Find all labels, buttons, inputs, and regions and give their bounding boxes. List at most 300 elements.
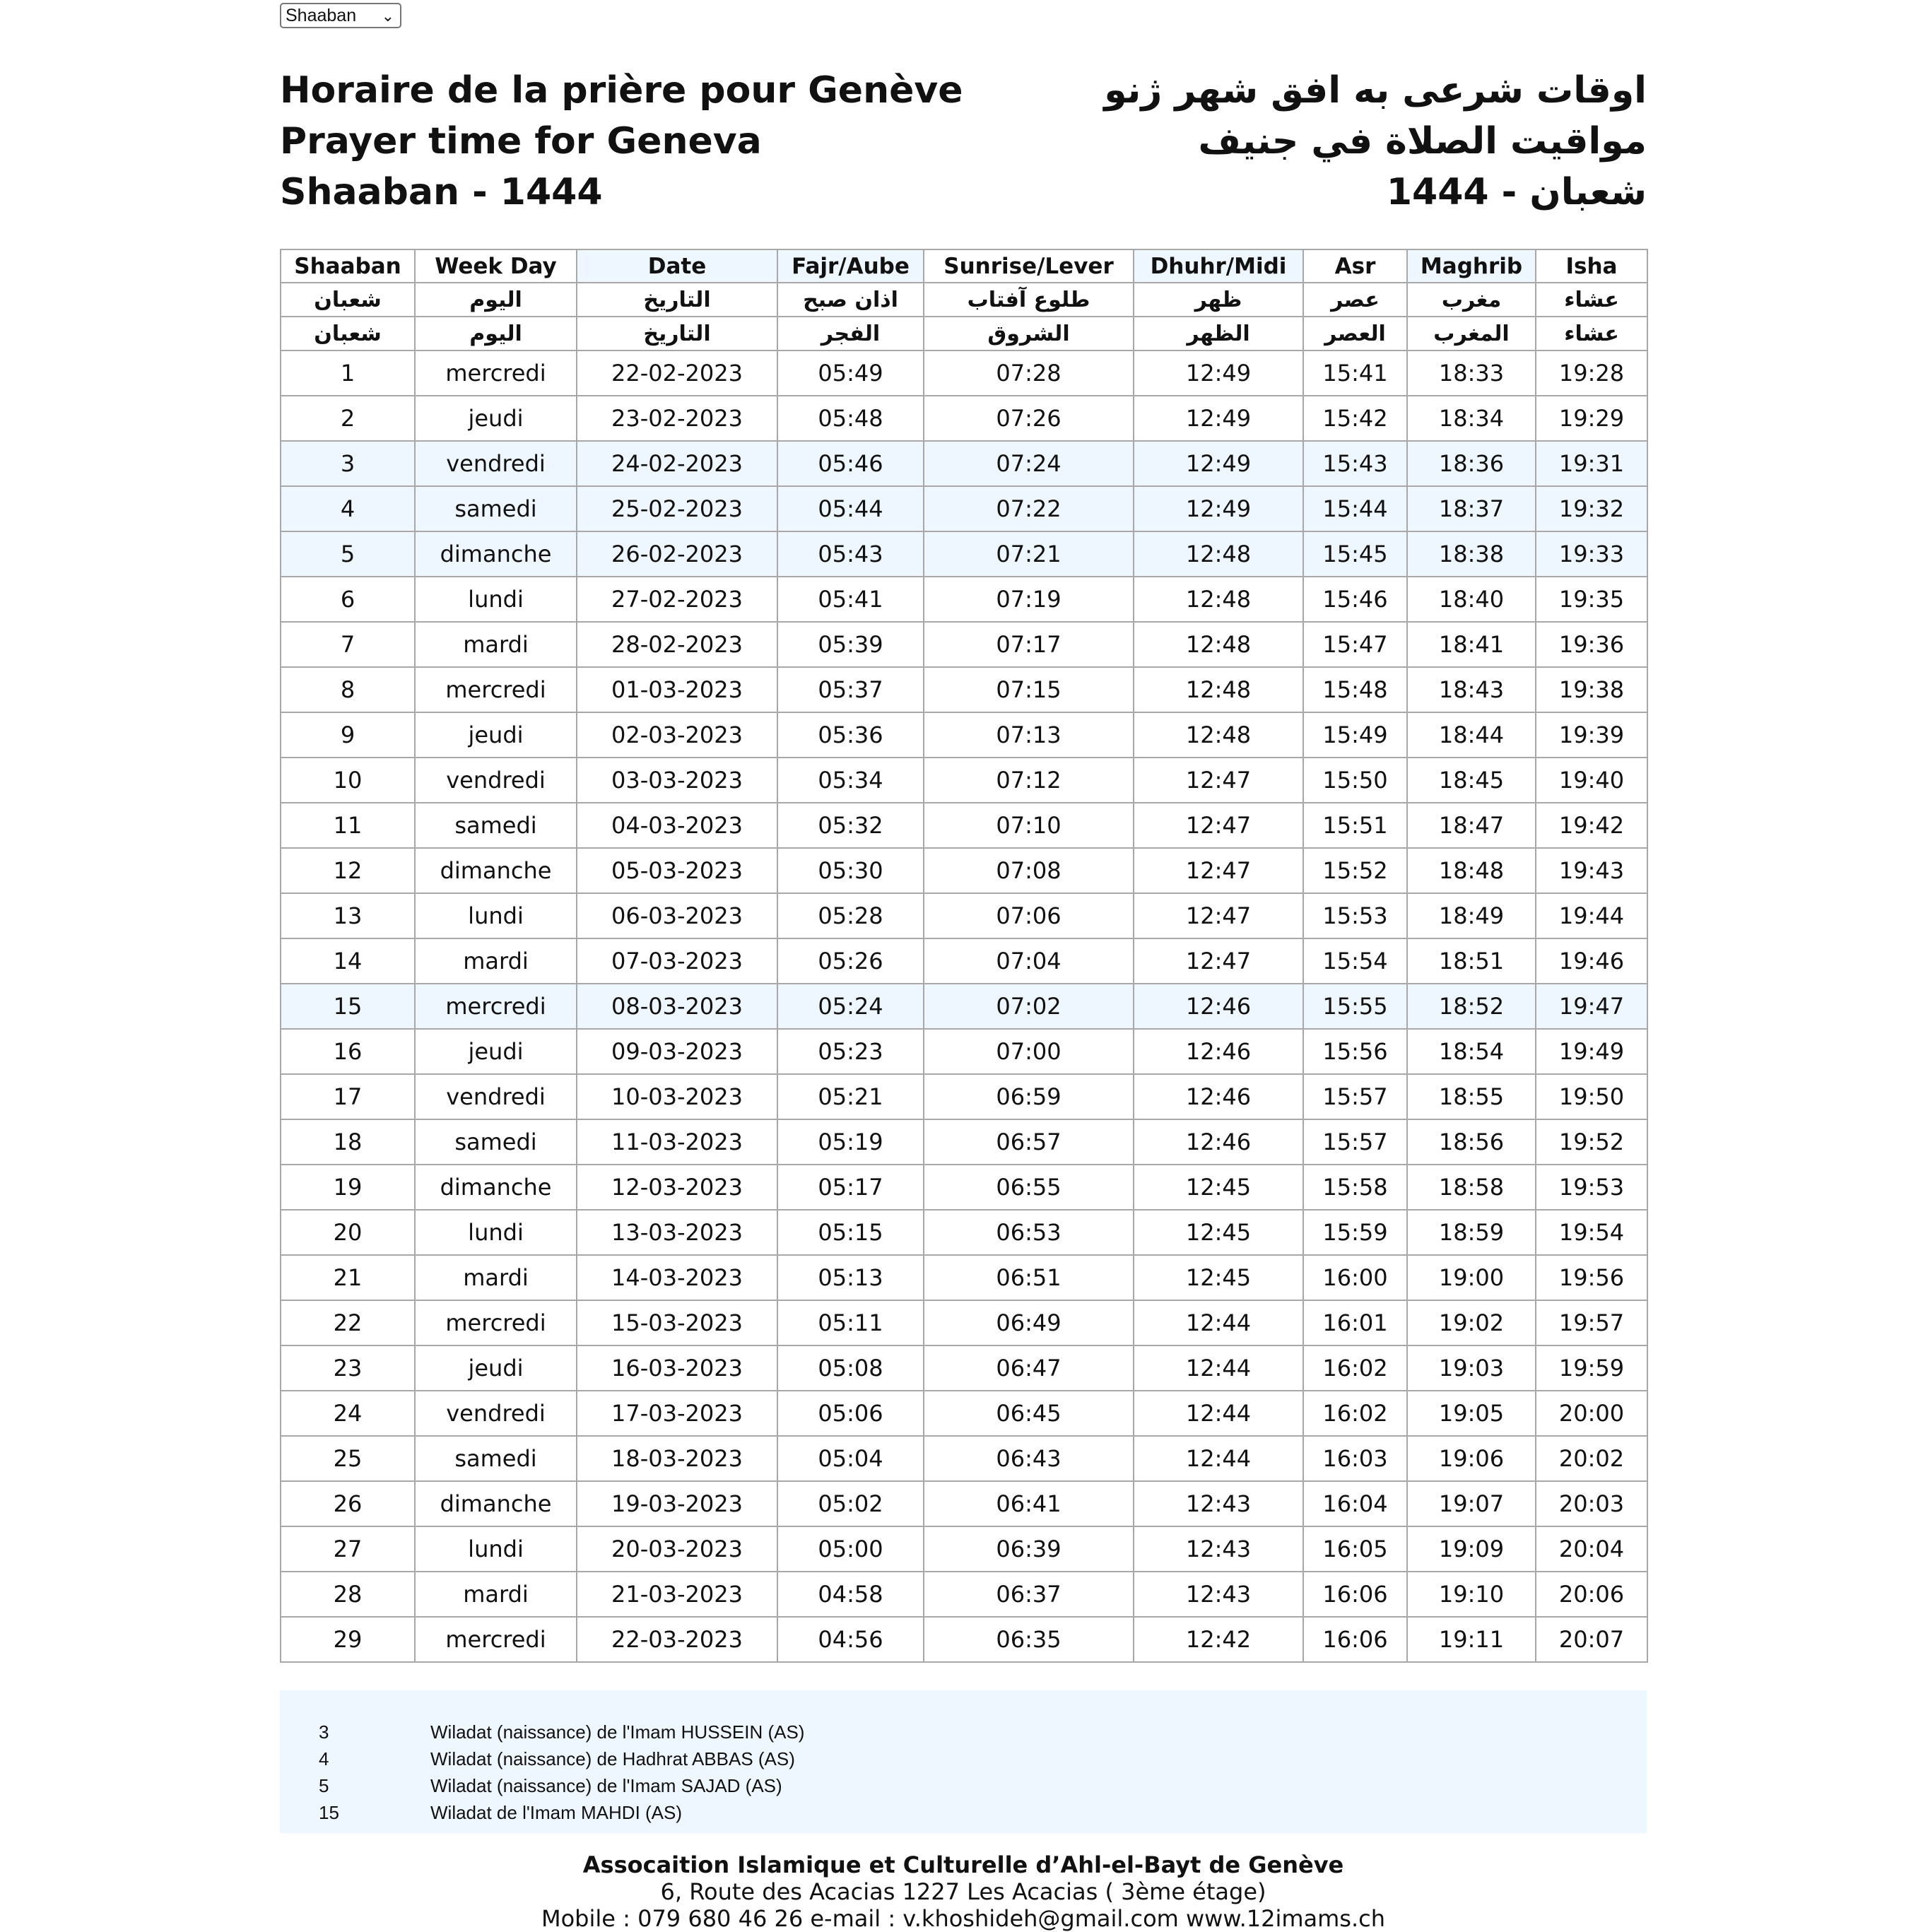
table-cell: 16:04 (1303, 1481, 1407, 1526)
table-cell: samedi (415, 1119, 577, 1165)
event-text: Wiladat (naissance) de l'Imam SAJAD (AS) (430, 1775, 782, 1796)
column-header: الفجر (777, 317, 924, 351)
column-header: Shaaban (281, 249, 415, 283)
table-cell: 12:43 (1134, 1572, 1303, 1617)
table-cell: 06:51 (924, 1255, 1134, 1300)
event-text: Wiladat (naissance) de Hadhrat ABBAS (AS) (430, 1748, 795, 1769)
table-cell: 19:36 (1536, 622, 1647, 667)
table-cell: 17-03-2023 (577, 1391, 777, 1436)
table-cell: 05-03-2023 (577, 848, 777, 893)
table-cell: 12:47 (1134, 758, 1303, 803)
prayer-times-table (280, 249, 1648, 1663)
table-cell: 14-03-2023 (577, 1255, 777, 1300)
table-cell: 07:15 (924, 667, 1134, 712)
table-row (281, 848, 1647, 893)
table-cell: 12:49 (1134, 351, 1303, 396)
table-cell: 07:00 (924, 1029, 1134, 1074)
table-cell: 12:47 (1134, 893, 1303, 938)
table-cell: 12:46 (1134, 1074, 1303, 1119)
table-cell: 04-03-2023 (577, 803, 777, 848)
header-row-ar (281, 317, 1647, 351)
table-cell: 05:37 (777, 667, 924, 712)
column-header: مغرب (1407, 283, 1536, 317)
table-cell: 07:28 (924, 351, 1134, 396)
table-cell: 07:19 (924, 577, 1134, 622)
column-header: اليوم (415, 317, 577, 351)
table-cell: 06-03-2023 (577, 893, 777, 938)
table-cell: 12:46 (1134, 984, 1303, 1029)
table-cell: 24 (281, 1391, 415, 1436)
table-cell: 18:34 (1407, 396, 1536, 441)
table-cell: 7 (281, 622, 415, 667)
column-header: العصر (1303, 317, 1407, 351)
table-body (281, 351, 1647, 1662)
column-header: عصر (1303, 283, 1407, 317)
table-cell: 05:41 (777, 577, 924, 622)
event-text: Wiladat de l'Imam MAHDI (AS) (430, 1802, 683, 1823)
table-cell: 18:51 (1407, 938, 1536, 984)
table-cell: 05:26 (777, 938, 924, 984)
table-cell: 25-02-2023 (577, 486, 777, 531)
table-cell: 05:28 (777, 893, 924, 938)
column-header: Sunrise/Lever (924, 249, 1134, 283)
month-select[interactable] (280, 3, 401, 28)
table-cell: 16:02 (1303, 1345, 1407, 1391)
table-cell: 05:34 (777, 758, 924, 803)
table-cell: 15:47 (1303, 622, 1407, 667)
table-cell: lundi (415, 577, 577, 622)
table-cell: 07:24 (924, 441, 1134, 486)
table-cell: 06:49 (924, 1300, 1134, 1345)
event-day: 3 (319, 1721, 329, 1743)
table-cell: 12:47 (1134, 848, 1303, 893)
table-cell: 15:56 (1303, 1029, 1407, 1074)
table-cell: 22-02-2023 (577, 351, 777, 396)
table-cell: 28-02-2023 (577, 622, 777, 667)
table-cell: mardi (415, 622, 577, 667)
table-row (281, 441, 1647, 486)
table-cell: 06:53 (924, 1210, 1134, 1255)
table-cell: 05:30 (777, 848, 924, 893)
table-row (281, 1029, 1647, 1074)
table-cell: mardi (415, 1572, 577, 1617)
table-cell: 12:48 (1134, 667, 1303, 712)
table-cell: 05:06 (777, 1391, 924, 1436)
table-cell: vendredi (415, 758, 577, 803)
table-cell: 19:10 (1407, 1572, 1536, 1617)
table-cell: 18:38 (1407, 531, 1536, 577)
titles-left (280, 65, 963, 218)
table-cell: 18-03-2023 (577, 1436, 777, 1481)
table-cell: 19:40 (1536, 758, 1647, 803)
table-row (281, 622, 1647, 667)
table-row (281, 803, 1647, 848)
table-cell: mardi (415, 1255, 577, 1300)
table-cell: 12:49 (1134, 486, 1303, 531)
table-cell: vendredi (415, 1074, 577, 1119)
footer-org: Assocaition Islamique et Culturelle d’Ahl-el-Bayt de Genève (582, 1851, 1344, 1878)
table-cell: 11 (281, 803, 415, 848)
table-cell: 15:49 (1303, 712, 1407, 758)
event-note (319, 1719, 804, 1745)
table-cell: 07:08 (924, 848, 1134, 893)
table-cell: 15:43 (1303, 441, 1407, 486)
table-cell: 15:42 (1303, 396, 1407, 441)
table-cell: 05:23 (777, 1029, 924, 1074)
table-cell: 02-03-2023 (577, 712, 777, 758)
table-cell: 06:35 (924, 1617, 1134, 1662)
table-cell: jeudi (415, 712, 577, 758)
table-cell: 4 (281, 486, 415, 531)
table-cell: 12 (281, 848, 415, 893)
table-cell: 15 (281, 984, 415, 1029)
table-cell: 15:45 (1303, 531, 1407, 577)
table-cell: dimanche (415, 848, 577, 893)
table-cell: 20:00 (1536, 1391, 1647, 1436)
table-cell: 18:45 (1407, 758, 1536, 803)
table-cell: 24-02-2023 (577, 441, 777, 486)
table-row (281, 1481, 1647, 1526)
table-cell: 15:57 (1303, 1119, 1407, 1165)
table-cell: dimanche (415, 531, 577, 577)
table-cell: 15:41 (1303, 351, 1407, 396)
table-cell: 05:24 (777, 984, 924, 1029)
table-cell: 12:45 (1134, 1165, 1303, 1210)
table-cell: 05:15 (777, 1210, 924, 1255)
table-row (281, 1165, 1647, 1210)
table-cell: 19:29 (1536, 396, 1647, 441)
table-cell: 22-03-2023 (577, 1617, 777, 1662)
table-cell: 05:04 (777, 1436, 924, 1481)
table-cell: 12:44 (1134, 1345, 1303, 1391)
table-cell: 06:39 (924, 1526, 1134, 1572)
table-cell: 26-02-2023 (577, 531, 777, 577)
table-cell: 20 (281, 1210, 415, 1255)
table-cell: 05:36 (777, 712, 924, 758)
table-cell: 05:00 (777, 1526, 924, 1572)
table-cell: 18:49 (1407, 893, 1536, 938)
table-cell: mercredi (415, 667, 577, 712)
event-note (319, 1799, 682, 1826)
table-cell: 18:40 (1407, 577, 1536, 622)
table-cell: 28 (281, 1572, 415, 1617)
table-cell: 05:43 (777, 531, 924, 577)
table-cell: 16:00 (1303, 1255, 1407, 1300)
table-cell: 19:33 (1536, 531, 1647, 577)
table-cell: 18:36 (1407, 441, 1536, 486)
table-cell: 12:47 (1134, 803, 1303, 848)
footer (280, 1851, 1647, 1932)
table-cell: vendredi (415, 441, 577, 486)
table-cell: 17 (281, 1074, 415, 1119)
table-cell: 15:50 (1303, 758, 1407, 803)
table-cell: 18:33 (1407, 351, 1536, 396)
table-cell: 05:21 (777, 1074, 924, 1119)
table-cell: 27 (281, 1526, 415, 1572)
table-cell: 15:51 (1303, 803, 1407, 848)
header-row-en (281, 249, 1647, 283)
table-cell: 16-03-2023 (577, 1345, 777, 1391)
table-cell: 07:17 (924, 622, 1134, 667)
table-cell: 12:46 (1134, 1029, 1303, 1074)
table-cell: 19:28 (1536, 351, 1647, 396)
table-cell: 05:19 (777, 1119, 924, 1165)
table-cell: 19-03-2023 (577, 1481, 777, 1526)
table-cell: 19:35 (1536, 577, 1647, 622)
table-cell: 12:48 (1134, 622, 1303, 667)
table-cell: 16:03 (1303, 1436, 1407, 1481)
title-en: Prayer time for Geneva (280, 120, 762, 163)
table-cell: 10 (281, 758, 415, 803)
table-cell: 07:10 (924, 803, 1134, 848)
table-cell: 20-03-2023 (577, 1526, 777, 1572)
table-cell: 19:49 (1536, 1029, 1647, 1074)
table-cell: 08-03-2023 (577, 984, 777, 1029)
table-cell: lundi (415, 1210, 577, 1255)
table-cell: jeudi (415, 1029, 577, 1074)
table-cell: 06:47 (924, 1345, 1134, 1391)
table-cell: 06:45 (924, 1391, 1134, 1436)
table-row (281, 1300, 1647, 1345)
table-cell: 21 (281, 1255, 415, 1300)
table-cell: jeudi (415, 1345, 577, 1391)
table-cell: 05:17 (777, 1165, 924, 1210)
table-cell: 22 (281, 1300, 415, 1345)
table-row (281, 1526, 1647, 1572)
column-header: Date (577, 249, 777, 283)
table-cell: 19:02 (1407, 1300, 1536, 1345)
table-cell: 04:58 (777, 1572, 924, 1617)
table-cell: 19:07 (1407, 1481, 1536, 1526)
table-cell: 5 (281, 531, 415, 577)
table-row (281, 984, 1647, 1029)
table-cell: 15:44 (1303, 486, 1407, 531)
column-header: Week Day (415, 249, 577, 283)
table-row (281, 1345, 1647, 1391)
table-cell: 12:49 (1134, 441, 1303, 486)
table-cell: 07:22 (924, 486, 1134, 531)
table-cell: 16 (281, 1029, 415, 1074)
table-row (281, 351, 1647, 396)
table-cell: 19:43 (1536, 848, 1647, 893)
table-cell: samedi (415, 803, 577, 848)
table-cell: 15:46 (1303, 577, 1407, 622)
table-cell: 16:06 (1303, 1617, 1407, 1662)
table-cell: 9 (281, 712, 415, 758)
table-cell: 19:54 (1536, 1210, 1647, 1255)
table-cell: 15:58 (1303, 1165, 1407, 1210)
table-cell: 20:04 (1536, 1526, 1647, 1572)
table-cell: 19:05 (1407, 1391, 1536, 1436)
table-cell: 12:48 (1134, 712, 1303, 758)
table-cell: 27-02-2023 (577, 577, 777, 622)
table-cell: 07:13 (924, 712, 1134, 758)
table-cell: 19:50 (1536, 1074, 1647, 1119)
table-cell: 16:05 (1303, 1526, 1407, 1572)
table-cell: 06:55 (924, 1165, 1134, 1210)
table-cell: 12:42 (1134, 1617, 1303, 1662)
table-cell: 06:43 (924, 1436, 1134, 1481)
table-cell: mardi (415, 938, 577, 984)
events-box (280, 1690, 1647, 1833)
table-cell: vendredi (415, 1391, 577, 1436)
table-cell: 1 (281, 351, 415, 396)
table-cell: 18:44 (1407, 712, 1536, 758)
table-cell: samedi (415, 1436, 577, 1481)
table-cell: 19:00 (1407, 1255, 1536, 1300)
table-cell: 05:32 (777, 803, 924, 848)
table-cell: 19:53 (1536, 1165, 1647, 1210)
titles-right (1104, 65, 1647, 218)
column-header: ظهر (1134, 283, 1303, 317)
table-cell: mercredi (415, 351, 577, 396)
event-day: 4 (319, 1748, 329, 1769)
table-cell: 13 (281, 893, 415, 938)
table-cell: 18:43 (1407, 667, 1536, 712)
table-cell: 18:41 (1407, 622, 1536, 667)
table-cell: dimanche (415, 1481, 577, 1526)
table-cell: mercredi (415, 1617, 577, 1662)
table-cell: 15:55 (1303, 984, 1407, 1029)
table-cell: 06:37 (924, 1572, 1134, 1617)
table-cell: 6 (281, 577, 415, 622)
table-cell: 19:06 (1407, 1436, 1536, 1481)
table-cell: lundi (415, 1526, 577, 1572)
table-cell: 07:02 (924, 984, 1134, 1029)
table-cell: mercredi (415, 984, 577, 1029)
table-cell: 19:44 (1536, 893, 1647, 938)
table-cell: 19:57 (1536, 1300, 1647, 1345)
table-cell: 23 (281, 1345, 415, 1391)
title-month-year: Shaaban - 1444 (280, 171, 603, 213)
table-cell: 01-03-2023 (577, 667, 777, 712)
table-cell: 12:43 (1134, 1526, 1303, 1572)
table-cell: 19:11 (1407, 1617, 1536, 1662)
table-cell: 12:44 (1134, 1300, 1303, 1345)
table-row (281, 1255, 1647, 1300)
title-fa: اوقات شرعی به افق شهر ژنو (1104, 69, 1647, 112)
table-cell: 05:11 (777, 1300, 924, 1345)
table-cell: 12:43 (1134, 1481, 1303, 1526)
title-fr: Horaire de la prière pour Genève (280, 69, 963, 112)
table-cell: 19:03 (1407, 1345, 1536, 1391)
table-cell: 25 (281, 1436, 415, 1481)
table-cell: 18:47 (1407, 803, 1536, 848)
table-cell: 19:31 (1536, 441, 1647, 486)
table-cell: 07:21 (924, 531, 1134, 577)
table-cell: 07-03-2023 (577, 938, 777, 984)
table-cell: 06:59 (924, 1074, 1134, 1119)
column-header: Maghrib (1407, 249, 1536, 283)
table-cell: 15:54 (1303, 938, 1407, 984)
table-cell: 07:06 (924, 893, 1134, 938)
event-day: 5 (319, 1775, 329, 1796)
column-header: التاريخ (577, 283, 777, 317)
table-cell: 18:58 (1407, 1165, 1536, 1210)
table-cell: 12:47 (1134, 938, 1303, 984)
table-cell: 19:46 (1536, 938, 1647, 984)
table-cell: jeudi (415, 396, 577, 441)
event-day: 15 (319, 1802, 339, 1823)
event-note (319, 1745, 795, 1772)
table-cell: 19:59 (1536, 1345, 1647, 1391)
footer-contact: Mobile : 079 680 46 26 e-mail : v.khoshideh@gmail.com www.12imams.ch (541, 1905, 1386, 1932)
event-text: Wiladat (naissance) de l'Imam HUSSEIN (AS) (430, 1721, 805, 1743)
table-row (281, 1210, 1647, 1255)
table-cell: 19:32 (1536, 486, 1647, 531)
table-cell: 05:08 (777, 1345, 924, 1391)
table-cell: 16:01 (1303, 1300, 1407, 1345)
column-header: التاريخ (577, 317, 777, 351)
table-cell: 12:48 (1134, 577, 1303, 622)
header-row-fa (281, 283, 1647, 317)
column-header: شعبان (281, 283, 415, 317)
table-cell: 05:02 (777, 1481, 924, 1526)
table-row (281, 1617, 1647, 1662)
table-cell: 16:02 (1303, 1391, 1407, 1436)
table-cell: 15:59 (1303, 1210, 1407, 1255)
table-cell: 06:57 (924, 1119, 1134, 1165)
table-cell: 16:06 (1303, 1572, 1407, 1617)
column-header: عشاء (1536, 317, 1647, 351)
table-cell: 03-03-2023 (577, 758, 777, 803)
title-ar: مواقيت الصلاة في جنيف (1198, 120, 1647, 163)
table-cell: 18:56 (1407, 1119, 1536, 1165)
table-cell: 12:45 (1134, 1210, 1303, 1255)
column-header: اذان صبح (777, 283, 924, 317)
table-cell: 8 (281, 667, 415, 712)
table-cell: 07:04 (924, 938, 1134, 984)
table-cell: 3 (281, 441, 415, 486)
table-row (281, 396, 1647, 441)
table-cell: 12:49 (1134, 396, 1303, 441)
table-row (281, 712, 1647, 758)
table-cell: 07:12 (924, 758, 1134, 803)
column-header: اليوم (415, 283, 577, 317)
table-cell: 19:39 (1536, 712, 1647, 758)
month-select-value: Shaaban (286, 6, 357, 25)
table-cell: 12-03-2023 (577, 1165, 777, 1210)
table-cell: 2 (281, 396, 415, 441)
table-cell: 07:26 (924, 396, 1134, 441)
column-header: Dhuhr/Midi (1134, 249, 1303, 283)
table-cell: dimanche (415, 1165, 577, 1210)
table-cell: 19:52 (1536, 1119, 1647, 1165)
table-cell: mercredi (415, 1300, 577, 1345)
table-cell: 29 (281, 1617, 415, 1662)
table-cell: 19:56 (1536, 1255, 1647, 1300)
table-cell: 26 (281, 1481, 415, 1526)
table-cell: 12:45 (1134, 1255, 1303, 1300)
page-titles (280, 65, 1647, 220)
table-cell: 19:47 (1536, 984, 1647, 1029)
table-cell: 09-03-2023 (577, 1029, 777, 1074)
table-cell: 21-03-2023 (577, 1572, 777, 1617)
footer-address: 6, Route des Acacias 1227 Les Acacias ( 3ème étage) (660, 1878, 1266, 1905)
table-row (281, 1119, 1647, 1165)
table-cell: 15:48 (1303, 667, 1407, 712)
title-ar-month-year: شعبان - 1444 (1386, 171, 1647, 213)
table-row (281, 893, 1647, 938)
table-cell: 18:54 (1407, 1029, 1536, 1074)
table-cell: 19:38 (1536, 667, 1647, 712)
table-row (281, 1074, 1647, 1119)
column-header: المغرب (1407, 317, 1536, 351)
table-cell: 05:48 (777, 396, 924, 441)
column-header: الشروق (924, 317, 1134, 351)
table-row (281, 758, 1647, 803)
table-cell: 18:52 (1407, 984, 1536, 1029)
